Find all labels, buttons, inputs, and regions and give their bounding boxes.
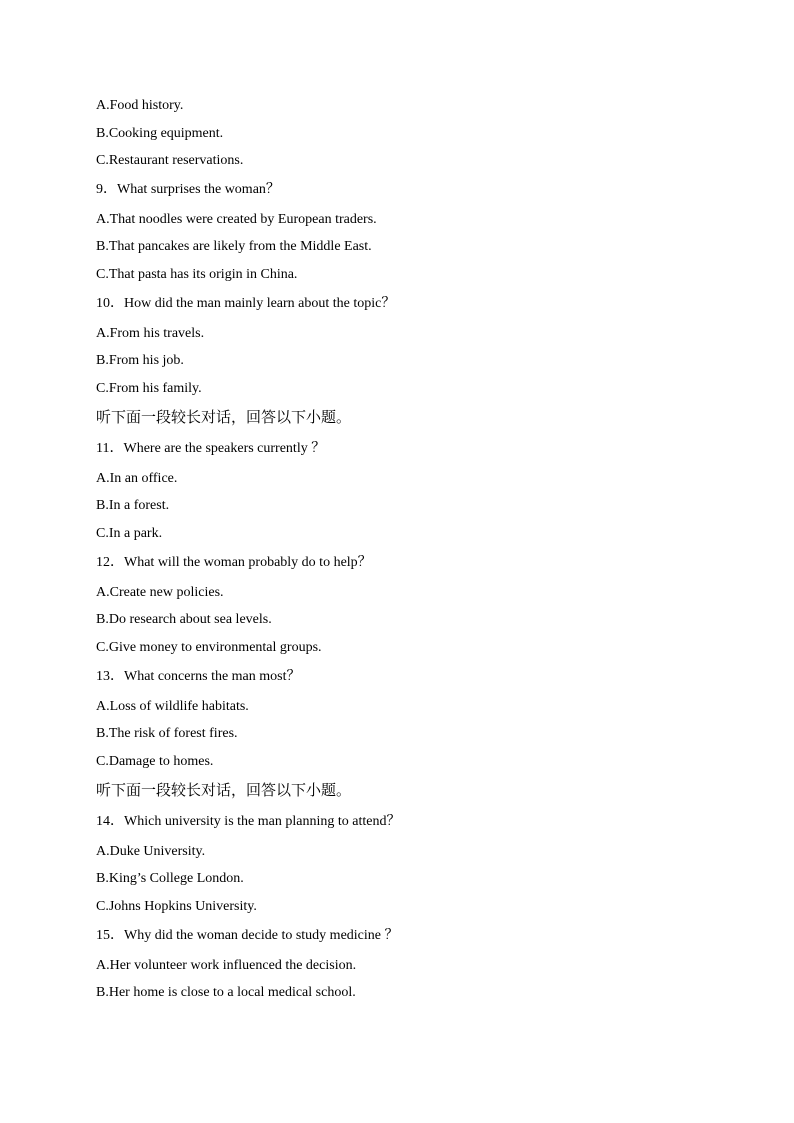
option-line: C.Give money to environmental groups.: [96, 640, 322, 655]
option-line: A.From his travels.: [96, 326, 205, 341]
option-line: B.Cooking equipment.: [96, 126, 224, 141]
question-line: 15．Why did the woman decide to study medicine ？: [96, 928, 399, 943]
option-line: C.From his family.: [96, 381, 202, 396]
instruction-line: 听下面一段较长对话，回答以下小题。: [96, 781, 352, 799]
option-line: C.In a park.: [96, 526, 163, 541]
question-line: 9．What surprises the woman？: [96, 182, 280, 197]
option-line: C.That pasta has its origin in China.: [96, 267, 298, 282]
option-line: B.That pancakes are likely from the Middle East.: [96, 239, 372, 254]
option-line: C.Damage to homes.: [96, 754, 214, 769]
document-page: [96, 0, 736, 1123]
option-line: B.The risk of forest fires.: [96, 726, 238, 741]
question-line: 13．What concerns the man most？: [96, 669, 301, 684]
option-line: A.Loss of wildlife habitats.: [96, 699, 249, 714]
option-line: B.Do research about sea levels.: [96, 612, 272, 627]
question-line: 11．Where are the speakers currently ？: [96, 441, 326, 456]
option-line: A.Her volunteer work influenced the decision.: [96, 958, 357, 973]
option-line: A.That noodles were created by European traders.: [96, 212, 377, 227]
option-line: A.Duke University.: [96, 844, 206, 859]
option-line: C.Johns Hopkins University.: [96, 899, 257, 914]
option-line: B.From his job.: [96, 353, 184, 368]
option-line: A.Create new policies.: [96, 585, 224, 600]
instruction-line: 听下面一段较长对话，回答以下小题。: [96, 408, 352, 426]
option-line: A.Food history.: [96, 98, 184, 113]
question-line: 10．How did the man mainly learn about the topic？: [96, 296, 396, 311]
option-line: C.Restaurant reservations.: [96, 153, 244, 168]
option-line: A.In an office.: [96, 471, 178, 486]
option-line: B.Her home is close to a local medical school.: [96, 985, 356, 1000]
question-line: 12．What will the woman probably do to help？: [96, 555, 372, 570]
question-line: 14．Which university is the man planning to attend？: [96, 814, 401, 829]
option-line: B.In a forest.: [96, 498, 170, 513]
option-line: B.King’s College London.: [96, 871, 244, 886]
